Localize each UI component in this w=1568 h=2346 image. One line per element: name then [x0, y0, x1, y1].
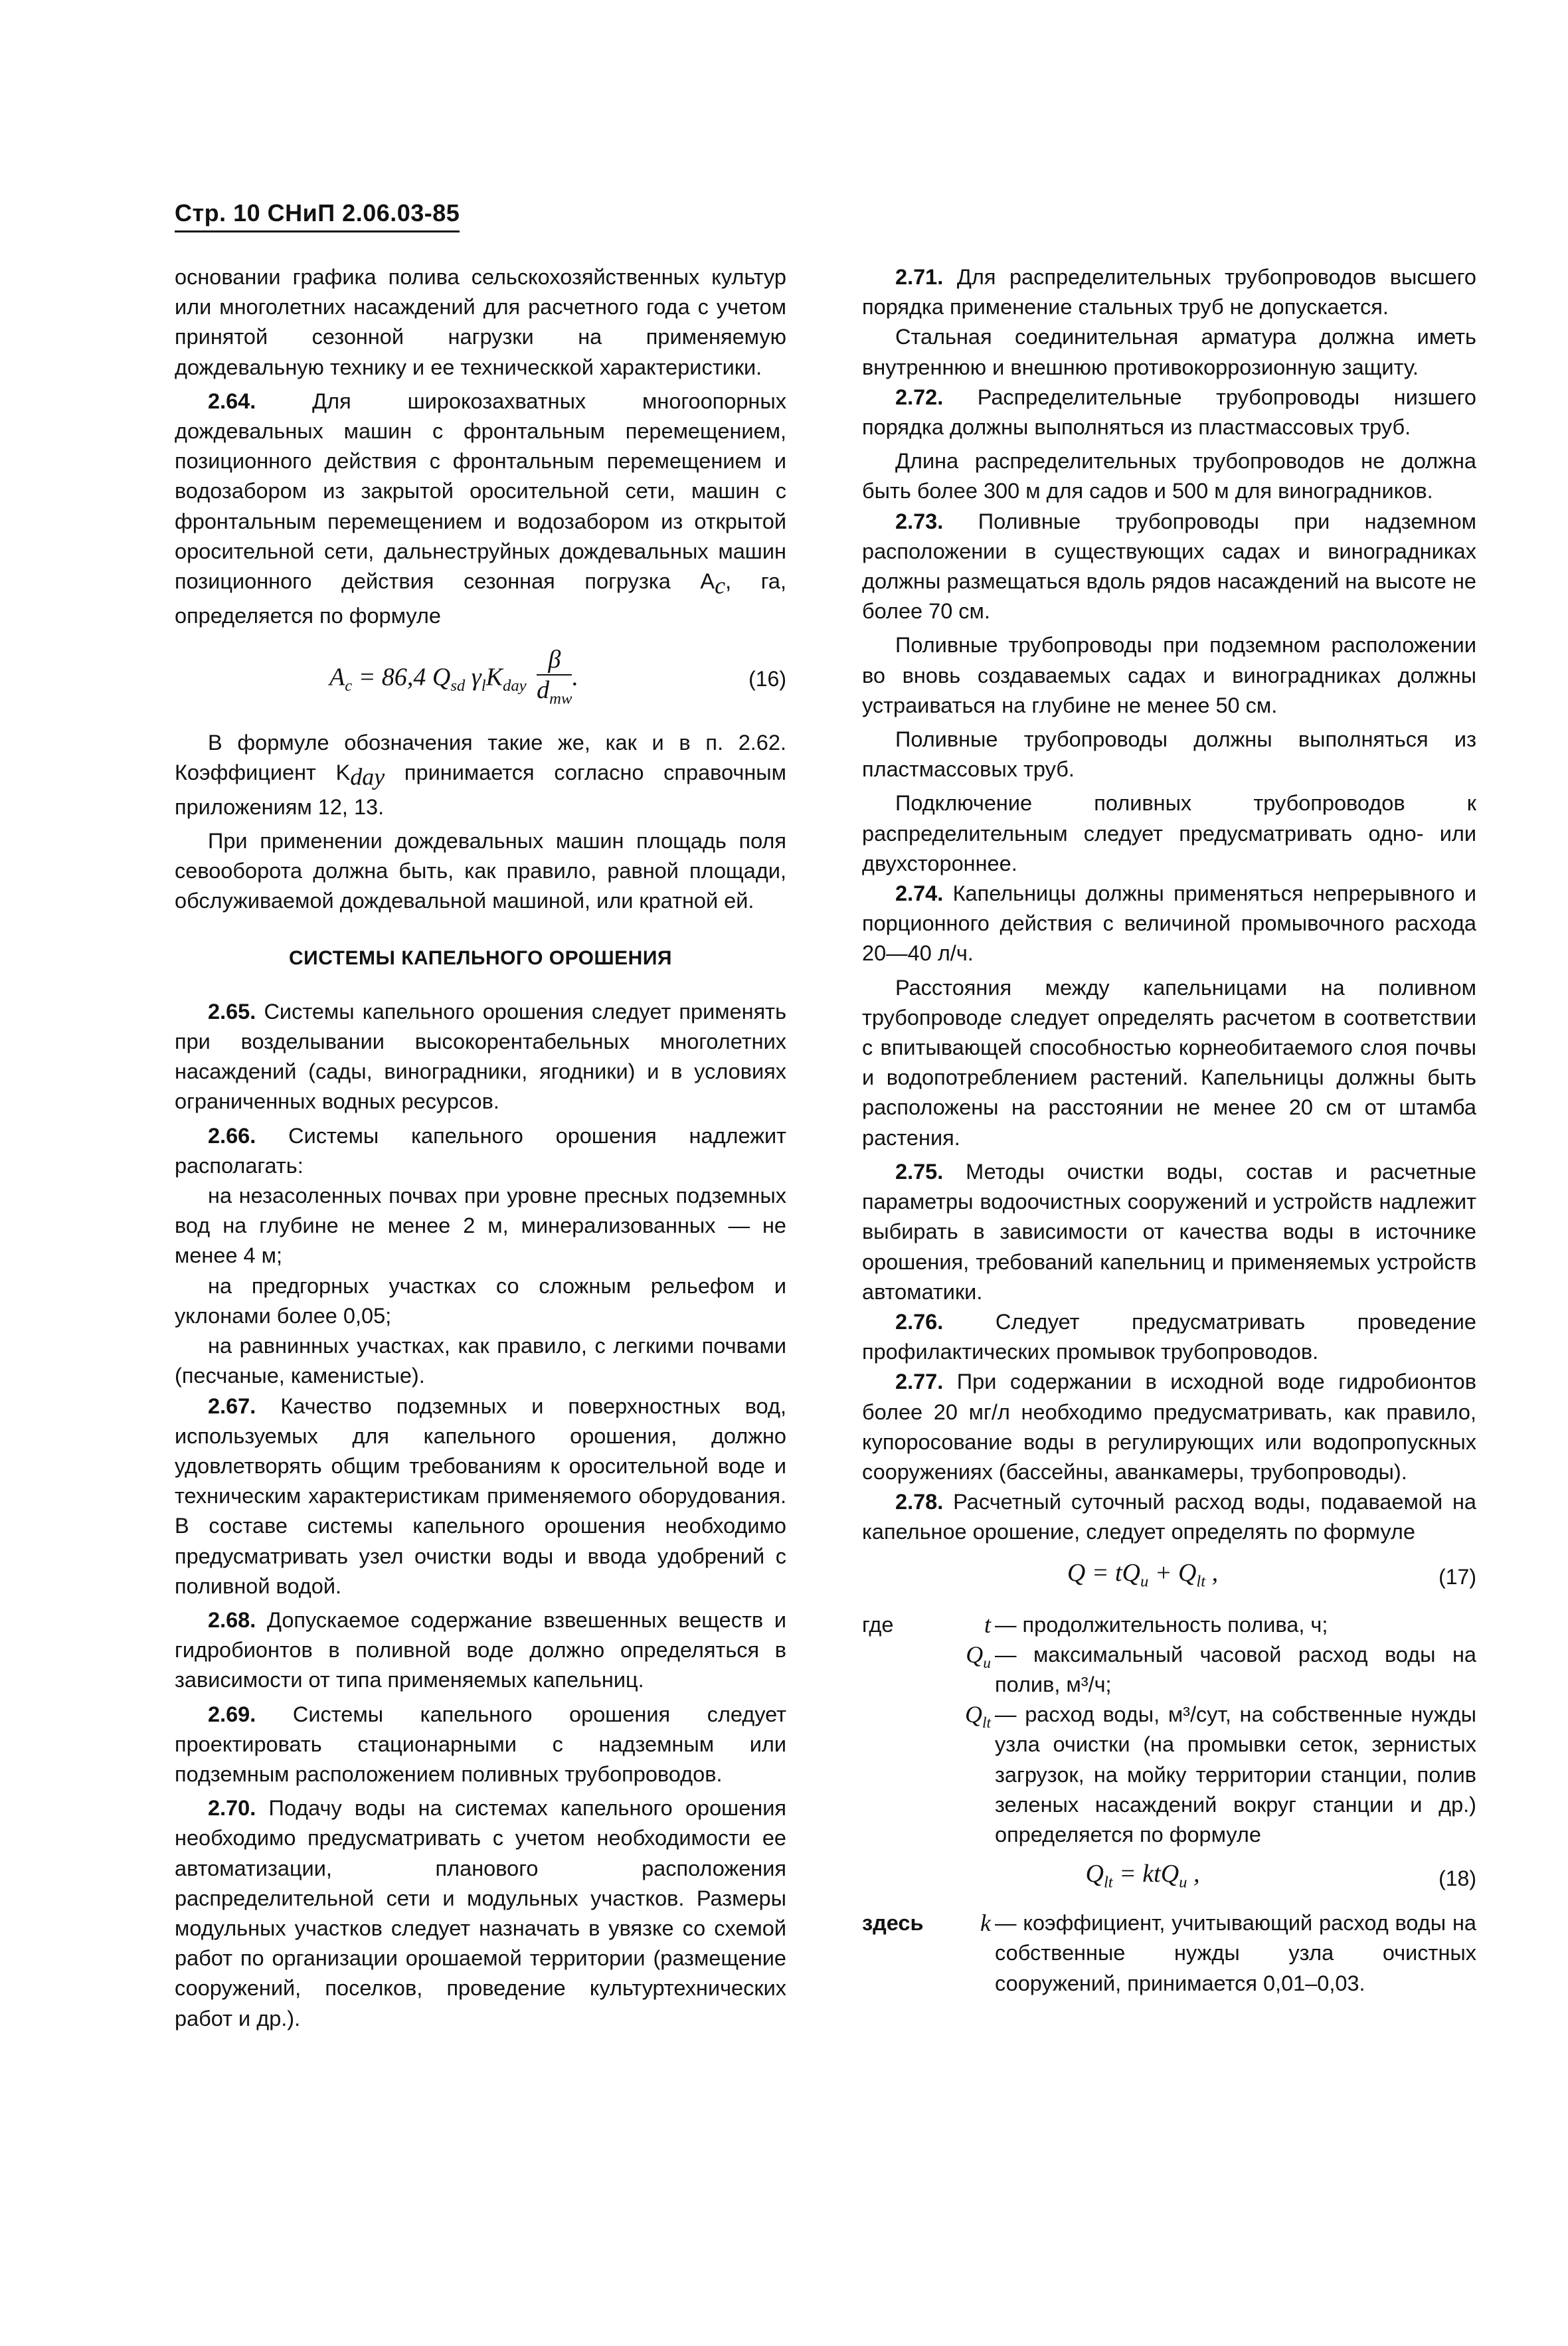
formula-16-expression: $A_c = 86,4$ $Q_{sd}$ $\gamma_lK_{day}$ $\frac{\beta}{d_{mw}}$ . — [175, 645, 733, 714]
paragraph-2-70: 2.70. Подачу воды на системах капельного орошения необходимо предусматривать с учетом необходимости ее автоматизации, планового расположения распределительной сети и модульных участков. Размеры модульных участков следует назначать в увязке со схемой работ по организации орошаемой территории (размещение сооружений, поселков, проведение культуртехнических работ и др.). — [175, 1796, 786, 2030]
legend-here: здесь k — коэффициент, учитывающий расход воды на собственные нужды узла очистных сооружений, принимается 0,01–0,03. — [862, 1910, 1476, 1995]
paragraph-intro: основании графика полива сельскохозяйственных культур или многолетних насаждений для расчетного года с учетом принятой сезонной нагрузки на применяемую дождевальную технику и ее техническкой характеристики. — [175, 265, 786, 379]
formula-16-fraction: $\frac{\beta}{d_{mw}}$ — [537, 646, 572, 708]
list-item: на предгорных участках со сложным рельефом и уклонами более 0,05; — [175, 1273, 786, 1328]
clause-number: 2.66. — [208, 1123, 256, 1148]
paragraph-2-66: 2.66. Системы капельного орошения надлежит располагать: — [175, 1123, 786, 1178]
paragraph-2-73: 2.73. Поливные трубопроводы при надземном расположении в существующих садах и виноградниках должны размещаться вдоль рядов насаждений на высоте не более 70 см. — [862, 509, 1476, 624]
paragraph-2-75: 2.75. Методы очистки воды, состав и расчетные параметры водоочистных сооружений и устройств надлежит выбирать в зависимости от качества воды в источнике орошения, требований капельниц и применяемых устройств автоматики. — [862, 1159, 1476, 1304]
paragraph-2-72: 2.72. Распределительные трубопроводы низшего порядка должны выполняться из пластмассовых труб. — [862, 385, 1476, 440]
formula-18 — [862, 1855, 1476, 1902]
clause-number: 2.70. — [208, 1796, 256, 1821]
paragraph-2-78: 2.78. Расчетный суточный расход воды, подаваемой на капельное орошение, следует определять по формуле — [862, 1490, 1476, 1544]
header-text: Стр. 10 СНиП 2.06.03-85 — [175, 199, 460, 226]
clause-number: 2.78. — [895, 1490, 944, 1514]
clause-number: 2.72. — [895, 385, 944, 409]
header-underline — [175, 230, 460, 232]
right-column — [862, 262, 1476, 1999]
paragraph-text: Поливные трубопроводы при подземном расположении во вновь создаваемых садах и виноградниках должны устраиваться на глубине не менее 50 см. — [862, 633, 1476, 717]
clause-number: 2.67. — [208, 1394, 256, 1418]
paragraph-area: При применении дождевальных машин площадь поля севооборота должна быть, как правило, равной площади, обслуживаемой дождевальной машиной, или кратной ей. — [175, 829, 786, 913]
paragraph-text: Стальная соединительная арматура должна иметь внутреннюю и внешнюю противокоррозионную защиту. — [862, 325, 1476, 379]
formula-18-expression: $Q_{lt} = ktQ_u$ , — [1085, 1860, 1200, 1892]
clause-number: 2.76. — [895, 1309, 944, 1334]
list-item: на равнинных участках, как правило, с легкими почвами (песчаные, каменистые). — [175, 1334, 786, 1388]
left-column — [175, 262, 786, 2034]
paragraph-text: Поливные трубопроводы должны выполняться из пластмассовых труб. — [862, 727, 1476, 782]
paragraph-2-64: 2.64. Для широкозахватных многоопорных дождевальных машин с фронтальным перемещением, позиционного действия с фронтальным перемещением и водозабором из закрытой оросительной сети, машин с фронтальным перемещением и водозабором из открытой оросительной сети, дальнеструйных дождевальных машин позиционного действия сезонная погрузка $A_c$, га, определяется по формуле — [175, 389, 786, 628]
clause-number: 2.75. — [895, 1159, 944, 1184]
formula-17 — [862, 1554, 1476, 1601]
clause-number: 2.69. — [208, 1702, 256, 1726]
clause-number: 2.71. — [895, 265, 944, 289]
paragraph-2-76: 2.76. Следует предусматривать проведение профилактических промывок трубопроводов. — [862, 1309, 1476, 1364]
clause-number: 2.74. — [895, 881, 944, 906]
clause-number: 2.68. — [208, 1607, 256, 1632]
paragraph-2-71: 2.71. Для распределительных трубопроводов высшего порядка применение стальных труб не допускается. — [862, 265, 1476, 319]
paragraph-text: Расстояния между капельницами на поливном трубопроводе следует определять расчетом в соответствии с впитывающей способностью корнеобитаемого слоя почвы и водопотреблением растений. Капельницы должны быть расположены на расстоянии не менее 20 см от штамба растения. — [862, 975, 1476, 1150]
paragraph-2-77: 2.77. При содержании в исходной воде гидробионтов более 20 мг/л необходимо предусматривать, как правило, купоросование воды в регулирующих или водопропускных сооружениях (бассейны, аванкамеры, трубопроводы). — [862, 1370, 1476, 1484]
formula-16-number: (16) — [748, 667, 786, 691]
paragraph-2-69: 2.69. Системы капельного орошения следует проектировать стационарными с надземным или подземным расположением поливных трубопроводов. — [175, 1702, 786, 1786]
paragraph-2-74: 2.74. Капельницы должны применяться непрерывного и порционного действия с величиной промывочного расхода 20—40 л/ч. — [862, 881, 1476, 966]
clause-number: 2.64. — [208, 389, 256, 413]
page-header — [175, 199, 460, 227]
list-item: на незасоленных почвах при уровне пресных подземных вод на глубине не менее 2 м, минерализованных — не менее 4 м; — [175, 1184, 786, 1268]
paragraph-text: Длина распределительных трубопроводов не должна быть более 300 м для садов и 500 м для виноградников. — [862, 449, 1476, 503]
formula-17-expression: $Q = tQ_u + Q_{lt}$ , — [1067, 1558, 1219, 1591]
clause-number: 2.65. — [208, 999, 256, 1024]
formula-16 — [175, 643, 786, 716]
formula-18-number: (18) — [1438, 1866, 1476, 1890]
paragraph-text: Подключение поливных трубопроводов к распределительным следует предусматривать одно- или двухстороннее. — [862, 791, 1476, 875]
formula-17-number: (17) — [1438, 1564, 1476, 1589]
legend-where: где t — продолжительность полива, ч; $Q_u$ — максимальный часовой расход воды на полив, м³/ч; $Q_{lt}$ — расход воды, м³/сут, на собственные нужды узла очистки (на промывки сеток, зернистых загрузок, на мойку территории станции, полив зеленых насаждений вокруг станции и др.) определяется по формуле — [862, 1611, 1476, 1847]
section-title: СИСТЕМЫ КАПЕЛЬНОГО ОРОШЕНИЯ — [289, 947, 672, 969]
paragraph-2-68: 2.68. Допускаемое содержание взвешенных веществ и гидробионтов в поливной воде должно определяться в зависимости от типа применяемых капельниц. — [175, 1607, 786, 1692]
paragraph-2-67: 2.67. Качество подземных и поверхностных вод, используемых для капельного орошения, должно удовлетворять общим требованиям к оросительной воде и техническим характеристикам применяемого оборудования. В составе системы капельного орошения необходимо предусматривать узел очистки воды и ввода удобрений с поливной водой. — [175, 1394, 786, 1598]
paragraph-2-65: 2.65. Системы капельного орошения следует применять при возделывании высокорентабельных многолетних насаждений (сады, виноградники, ягодники) и в условиях ограниченных водных ресурсов. — [175, 999, 786, 1114]
paragraph-kday: В формуле обозначения такие же, как и в п. 2.62. Коэффициент $K_{day}$ принимается согласно справочным приложениям 12, 13. — [175, 730, 786, 819]
clause-number: 2.77. — [895, 1370, 944, 1394]
clause-number: 2.73. — [895, 509, 944, 533]
